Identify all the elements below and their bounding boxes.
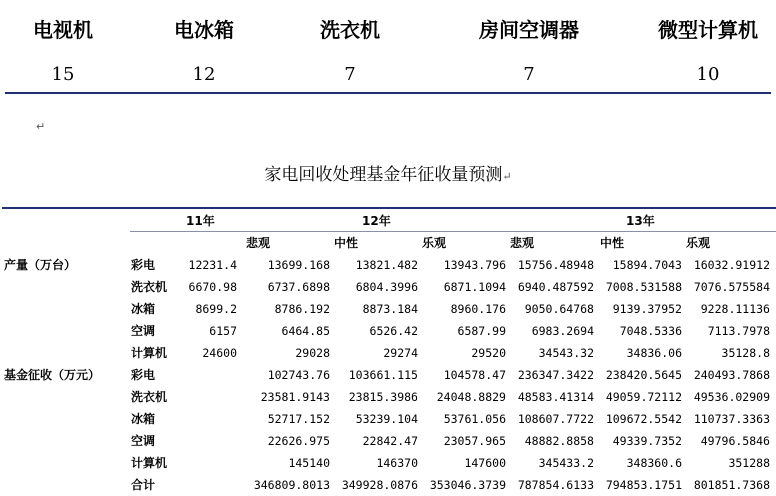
value-cell: 34836.06 [626, 346, 682, 360]
section-label: 产量（万台） [4, 258, 77, 272]
value-cell: 240493.7868 [693, 368, 770, 382]
value-cell: 8699.2 [195, 302, 237, 316]
value-cell: 102743.76 [267, 368, 330, 382]
table-row [0, 408, 776, 430]
value-refrigerator: 12 [192, 63, 216, 85]
value-cell: 108607.7722 [517, 412, 594, 426]
value-air-conditioner: 7 [523, 63, 535, 85]
item-label: 彩电 [131, 368, 156, 382]
forecast-table [0, 210, 776, 496]
value-cell: 6587.99 [457, 324, 506, 338]
value-cell: 7048.5336 [619, 324, 682, 338]
value-cell: 351288 [728, 456, 770, 470]
value-cell: 6804.3996 [355, 280, 418, 294]
header-washer: 洗衣机 [320, 18, 380, 42]
value-cell: 22626.975 [267, 434, 330, 448]
value-cell: 13699.168 [267, 258, 330, 272]
value-cell: 109672.5542 [605, 412, 682, 426]
value-cell: 12231.4 [188, 258, 237, 272]
value-tv: 15 [51, 63, 75, 85]
table-row [0, 320, 776, 342]
header-microcomputer: 微型计算机 [658, 18, 758, 42]
value-cell: 13821.482 [355, 258, 418, 272]
value-cell: 35128.8 [721, 346, 770, 360]
table-row [0, 364, 776, 386]
value-cell: 145140 [288, 456, 330, 470]
value-cell: 794853.1751 [605, 478, 682, 492]
value-cell: 22842.47 [362, 434, 418, 448]
forecast-data-rows [0, 254, 776, 496]
value-cell: 13943.796 [443, 258, 506, 272]
value-cell: 236347.3422 [517, 368, 594, 382]
header-tv: 电视机 [33, 18, 93, 42]
paragraph-mark: ↵ [36, 120, 46, 133]
value-cell: 801851.7368 [693, 478, 770, 492]
value-cell: 8873.184 [362, 302, 418, 316]
item-label: 洗衣机 [131, 280, 168, 294]
section-label: 基金征收（万元） [4, 368, 101, 382]
value-cell: 9050.64768 [524, 302, 594, 316]
value-cell: 49339.7352 [612, 434, 682, 448]
value-cell: 23057.965 [443, 434, 506, 448]
year-12: 12年 [362, 214, 391, 228]
value-cell: 52717.152 [267, 412, 330, 426]
value-cell: 8786.192 [274, 302, 330, 316]
scenario-13-optimistic: 乐观 [686, 236, 711, 250]
caption-text: 家电回收处理基金年征收量预测 [264, 165, 503, 185]
item-label: 冰箱 [131, 412, 156, 426]
value-microcomputer: 10 [696, 63, 720, 85]
item-label: 计算机 [131, 346, 168, 360]
value-cell: 7076.575584 [693, 280, 770, 294]
value-cell: 49536.02909 [693, 390, 770, 404]
table-row [0, 254, 776, 276]
year-header-row [0, 210, 776, 232]
recycling-category-table [5, 0, 771, 91]
value-cell: 146370 [376, 456, 418, 470]
value-cell: 6157 [209, 324, 237, 338]
value-cell: 16032.91912 [693, 258, 770, 272]
value-cell: 48583.41314 [517, 390, 594, 404]
item-label: 空调 [131, 434, 156, 448]
scenario-header-row [0, 232, 776, 254]
year-11: 11年 [186, 214, 215, 228]
caption-paragraph-mark: ↵ [502, 170, 512, 183]
value-cell: 6737.6898 [267, 280, 330, 294]
value-cell: 15894.7043 [612, 258, 682, 272]
value-cell: 53239.104 [355, 412, 418, 426]
value-cell: 6983.2694 [531, 324, 594, 338]
value-cell: 29274 [383, 346, 418, 360]
value-cell: 49059.72112 [605, 390, 682, 404]
scenario-12-optimistic: 乐观 [422, 236, 447, 250]
value-cell: 9139.37952 [612, 302, 682, 316]
table-row [0, 430, 776, 452]
value-washer: 7 [344, 63, 356, 85]
table-row [0, 342, 776, 364]
value-cell: 24600 [202, 346, 237, 360]
item-label: 彩电 [131, 258, 156, 272]
value-cell: 104578.47 [443, 368, 506, 382]
scenario-13-pessimistic: 悲观 [510, 236, 535, 250]
value-cell: 6464.85 [281, 324, 330, 338]
value-cell: 110737.3363 [693, 412, 770, 426]
value-cell: 6871.1094 [443, 280, 506, 294]
value-cell: 103661.115 [348, 368, 418, 382]
value-cell: 238420.5645 [605, 368, 682, 382]
value-cell: 29028 [295, 346, 330, 360]
item-label: 冰箱 [131, 302, 156, 316]
value-cell: 53761.056 [443, 412, 506, 426]
value-cell: 6526.42 [369, 324, 418, 338]
forecast-table-caption [0, 160, 776, 185]
value-cell: 24048.8829 [436, 390, 506, 404]
value-cell: 345433.2 [538, 456, 594, 470]
top-table-bottom-rule [5, 92, 771, 94]
value-cell: 6940.487592 [517, 280, 594, 294]
table-row [0, 474, 776, 496]
value-cell: 48882.8858 [524, 434, 594, 448]
value-cell: 6670.98 [188, 280, 237, 294]
forecast-table-top-rule [2, 207, 776, 209]
value-cell: 147600 [464, 456, 506, 470]
value-cell: 49796.5846 [700, 434, 770, 448]
table-row [0, 276, 776, 298]
year-13: 13年 [626, 214, 655, 228]
value-cell: 349928.0876 [341, 478, 418, 492]
value-cell: 8960.176 [450, 302, 506, 316]
header-air-conditioner: 房间空调器 [479, 18, 579, 42]
category-header-row [5, 0, 771, 57]
scenario-12-pessimistic: 悲观 [246, 236, 271, 250]
item-label: 计算机 [131, 456, 168, 470]
category-value-row [5, 57, 771, 91]
table-row [0, 298, 776, 320]
item-label: 洗衣机 [131, 390, 168, 404]
value-cell: 353046.3739 [429, 478, 506, 492]
table-row [0, 452, 776, 474]
scenario-13-neutral: 中性 [600, 236, 625, 250]
table-row [0, 386, 776, 408]
value-cell: 9228.11136 [700, 302, 770, 316]
value-cell: 15756.48948 [517, 258, 594, 272]
value-cell: 787854.6133 [517, 478, 594, 492]
value-cell: 7008.531588 [605, 280, 682, 294]
item-label: 合计 [131, 478, 156, 492]
value-cell: 348360.6 [626, 456, 682, 470]
value-cell: 23815.3986 [348, 390, 418, 404]
header-refrigerator: 电冰箱 [174, 18, 234, 42]
value-cell: 34543.32 [538, 346, 594, 360]
value-cell: 29520 [471, 346, 506, 360]
item-label: 空调 [131, 324, 156, 338]
scenario-12-neutral: 中性 [334, 236, 359, 250]
value-cell: 23581.9143 [260, 390, 330, 404]
value-cell: 7113.7978 [707, 324, 770, 338]
value-cell: 346809.8013 [253, 478, 330, 492]
